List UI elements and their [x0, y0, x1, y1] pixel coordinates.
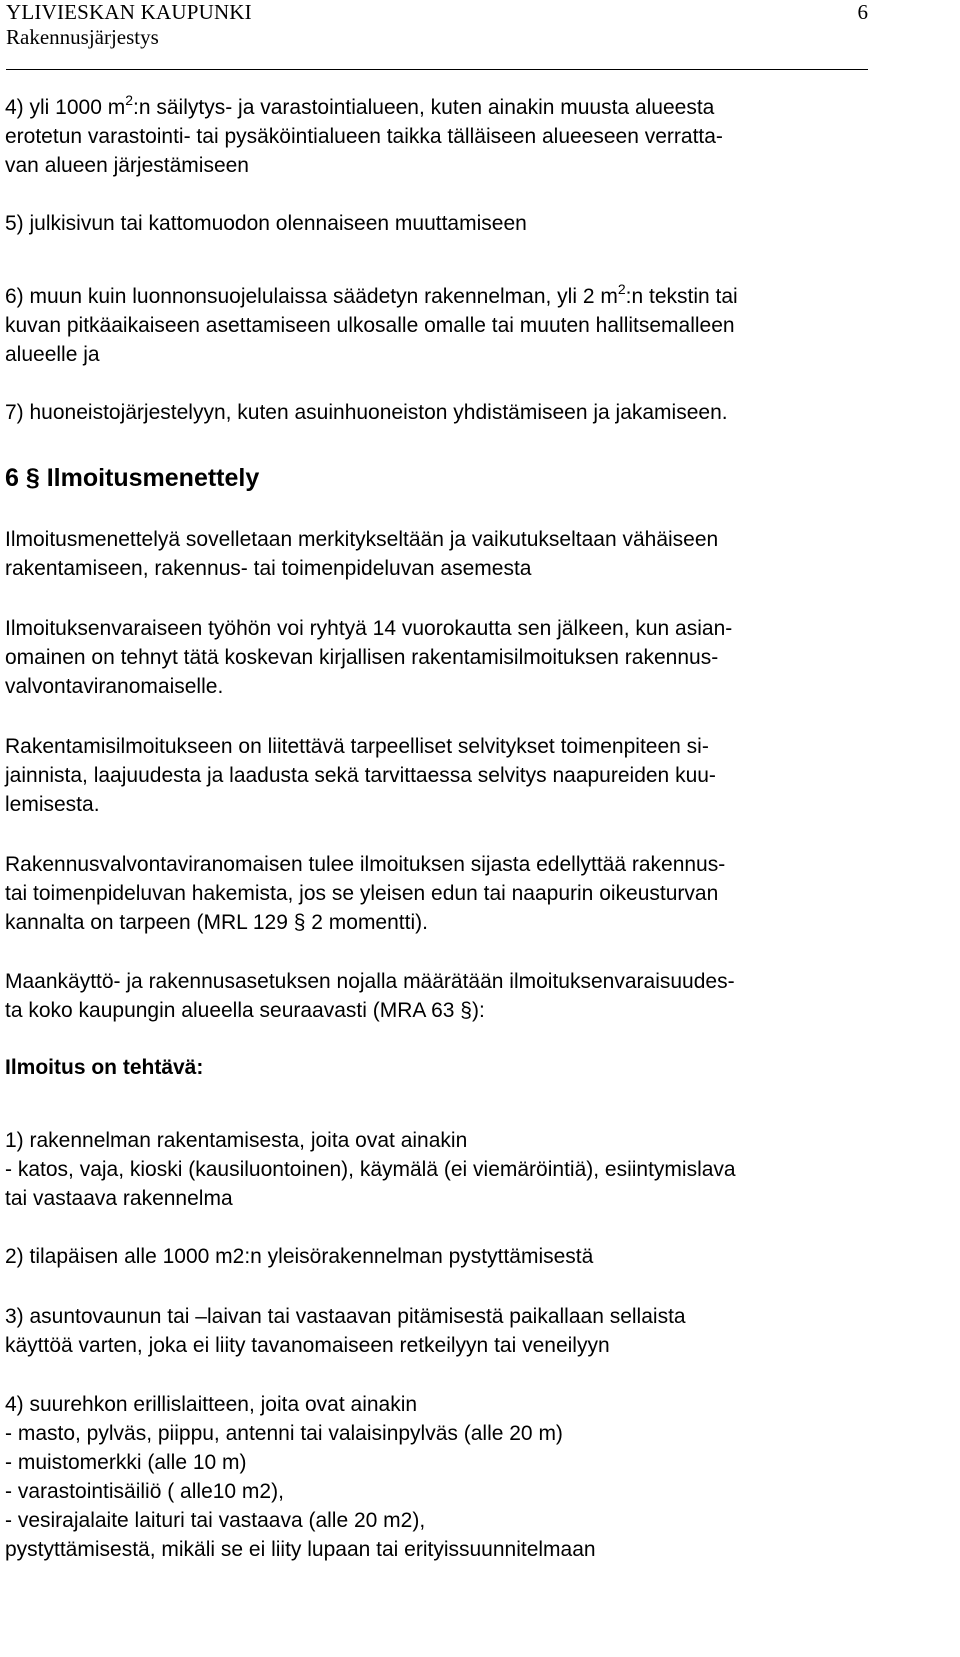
text-line: kuvan pitkäaikaiseen asettamiseen ulkosalle omalle tai muuten hallitsemalleen	[5, 314, 735, 337]
text-line: - katos, vaja, kioski (kausiluontoinen), käymälä (ei viemäröintiä), esiintymislava	[5, 1158, 736, 1181]
text-line: erotetun varastointi- tai pysäköintialueen taikka tälläiseen alueeseen verratta-	[5, 125, 723, 148]
text-line: 1) rakennelman rakentamisesta, joita ovat ainakin	[5, 1129, 468, 1152]
list-item-3	[5, 1302, 905, 1360]
section-heading: 6 § Ilmoitusmenettely	[5, 464, 260, 492]
text-line: tai toimenpideluvan hakemista, jos se yleisen edun tai naapurin oikeusturvan	[5, 882, 719, 905]
paragraph-item-7	[5, 398, 905, 427]
text-line: omainen on tehnyt tätä koskevan kirjallisen rakentamisilmoituksen rakennus-	[5, 646, 719, 669]
text-line: valvontaviranomaiselle.	[5, 675, 224, 698]
page-number: 6	[857, 0, 868, 24]
text-line: kannalta on tarpeen (MRL 129 § 2 momentti).	[5, 911, 428, 934]
text-line: 3) asuntovaunun tai –laivan tai vastaavan pitämisestä paikallaan sellaista	[5, 1305, 686, 1328]
text-line: rakentamiseen, rakennus- tai toimenpideluvan asemesta	[5, 557, 532, 580]
text-line: 4) yli 1000 $m^2:n$ säilytys- ja varastointialueen, kuten ainakin muusta alueesta	[5, 92, 715, 119]
text-line: Ilmoitusmenettelyä sovelletaan merkitykseltään ja vaikutukseltaan vähäiseen	[5, 528, 719, 551]
paragraph-scope	[5, 525, 905, 583]
text-line: alueelle ja	[5, 343, 100, 366]
text-line: lemisesta.	[5, 793, 100, 816]
paragraph-decree-reference	[5, 967, 905, 1025]
paragraph-permit-requirement	[5, 850, 905, 937]
list-item-1	[5, 1126, 905, 1213]
text-line: 6) muun kuin luonnonsuojelulaissa säädetyn rakennelman, yli 2 $m^2:n$ tekstin tai	[5, 281, 738, 308]
text-line: - varastointisäiliö ( alle10 m2),	[5, 1480, 284, 1503]
text-line: Ilmoituksenvaraiseen työhön voi ryhtyä 14 vuorokautta sen jälkeen, kun asian-	[5, 617, 733, 640]
paragraph-attachments	[5, 732, 905, 819]
header-title: YLIVIESKAN KAUPUNKI	[6, 0, 252, 24]
list-item-2	[5, 1242, 905, 1271]
paragraph-waiting-period	[5, 614, 905, 701]
text-line: jainnista, laajuudesta ja laadusta sekä tarvittaessa selvitys naapureiden kuu-	[5, 764, 716, 787]
paragraph-item-6	[5, 282, 905, 369]
list-item-4	[5, 1390, 905, 1564]
text-line: 5) julkisivun tai kattomuodon olennaiseen muuttamiseen	[5, 212, 527, 235]
text-line: pystyttämisestä, mikäli se ei liity lupaan tai erityissuunnitelmaan	[5, 1538, 596, 1561]
header-subtitle: Rakennusjärjestys	[6, 25, 159, 49]
text-line: - muistomerkki (alle 10 m)	[5, 1451, 247, 1474]
subheading-notification-required	[5, 1053, 905, 1082]
text-line: Maankäyttö- ja rakennusasetuksen nojalla määrätään ilmoituksenvaraisuudes-	[5, 970, 735, 993]
text-line: 2) tilapäisen alle 1000 m2:n yleisörakennelman pystyttämisestä	[5, 1245, 594, 1268]
text-line: van alueen järjestämiseen	[5, 154, 249, 177]
text-line: - vesirajalaite laituri tai vastaava (alle 20 m2),	[5, 1509, 426, 1532]
text-line: 7) huoneistojärjestelyyn, kuten asuinhuoneiston yhdistämiseen ja jakamiseen.	[5, 401, 728, 424]
text-line: Rakentamisilmoitukseen on liitettävä tarpeelliset selvitykset toimenpiteen si-	[5, 735, 709, 758]
text-line: käyttöä varten, joka ei liity tavanomaiseen retkeilyyn tai veneilyyn	[5, 1334, 610, 1357]
header-rule	[6, 69, 868, 70]
text-line: 4) suurehkon erillislaitteen, joita ovat ainakin	[5, 1393, 418, 1416]
paragraph-item-4	[5, 93, 905, 180]
text-line: Ilmoitus on tehtävä:	[5, 1056, 204, 1079]
text-line: - masto, pylväs, piippu, antenni tai valaisinpylväs (alle 20 m)	[5, 1422, 563, 1445]
text-line: tai vastaava rakennelma	[5, 1187, 233, 1210]
paragraph-item-5	[5, 209, 905, 238]
text-line: Rakennusvalvontaviranomaisen tulee ilmoituksen sijasta edellyttää rakennus-	[5, 853, 726, 876]
text-line: ta koko kaupungin alueella seuraavasti (MRA 63 §):	[5, 999, 485, 1022]
